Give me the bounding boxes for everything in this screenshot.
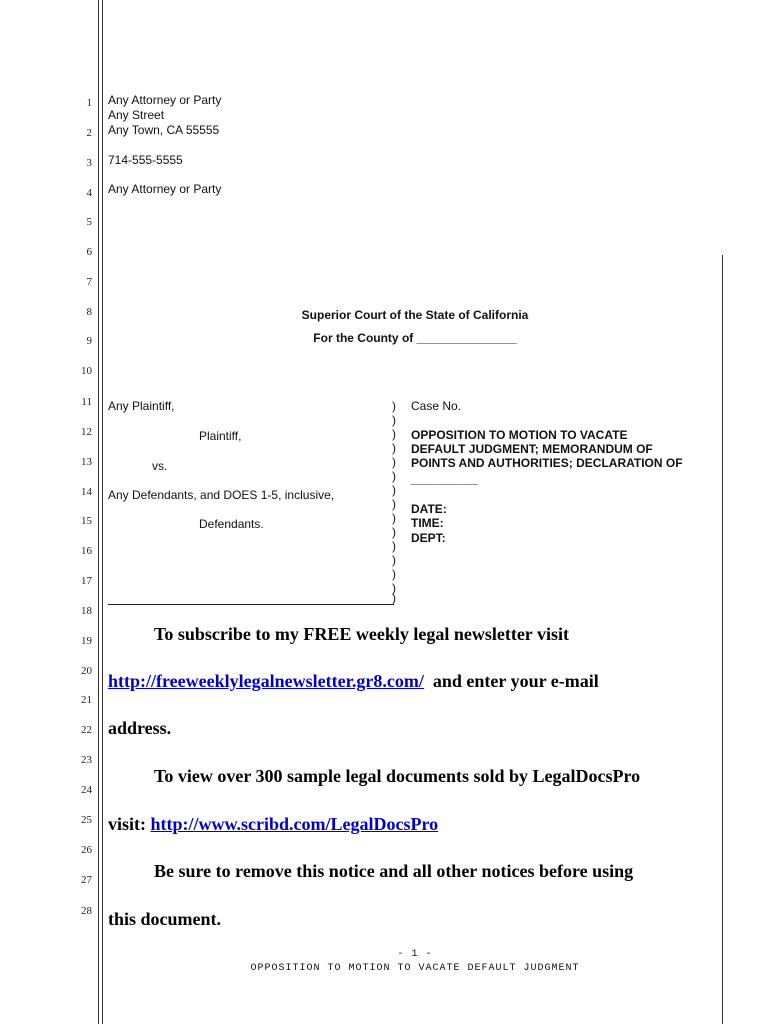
notice-text: and enter your e-mail bbox=[432, 671, 599, 691]
caption-paren: ) bbox=[392, 413, 396, 427]
line-number: 11 bbox=[81, 396, 92, 408]
attorney-for: Any Attorney or Party bbox=[108, 182, 222, 196]
line-number: 25 bbox=[81, 814, 92, 826]
line-number: 5 bbox=[86, 216, 92, 228]
caption-paren: ) bbox=[392, 591, 396, 605]
line-number: 2 bbox=[86, 127, 92, 139]
plaintiff-role: Plaintiff, bbox=[199, 429, 242, 443]
defendants-name: Any Defendants, and DOES 1-5, inclusive, bbox=[108, 488, 335, 502]
notice-line: To view over 300 sample legal documents sold by LegalDocsPro bbox=[154, 766, 641, 786]
caption-paren: ) bbox=[392, 483, 396, 497]
caption-paren: ) bbox=[392, 497, 396, 511]
hearing-dept-label: DEPT: bbox=[411, 531, 446, 545]
line-number: 27 bbox=[81, 874, 92, 886]
notice-line: Be sure to remove this notice and all other notices before using bbox=[154, 861, 634, 881]
line-number: 7 bbox=[86, 276, 92, 288]
caption-paren: ) bbox=[392, 511, 396, 525]
caption-paren: ) bbox=[392, 455, 396, 469]
court-county: For the County of _______________ bbox=[313, 331, 517, 345]
line-number: 20 bbox=[81, 665, 92, 677]
line-number: 1 bbox=[86, 97, 92, 109]
court-name: Superior Court of the State of California bbox=[301, 308, 529, 322]
caption-paren: ) bbox=[392, 427, 396, 441]
line-number: 12 bbox=[81, 426, 92, 438]
notice-line bbox=[108, 671, 599, 692]
caption-paren: ) bbox=[392, 581, 396, 595]
notice-line bbox=[108, 814, 438, 835]
document-title-line: OPPOSITION TO MOTION TO VACATE bbox=[411, 428, 628, 442]
plaintiff-name: Any Plaintiff, bbox=[108, 399, 175, 413]
line-number: 16 bbox=[81, 545, 92, 557]
line-number: 4 bbox=[86, 187, 92, 199]
attorney-phone: 714-555-5555 bbox=[108, 153, 183, 167]
attorney-street: Any Street bbox=[108, 108, 165, 122]
line-number: 13 bbox=[81, 456, 92, 468]
line-number: 8 bbox=[86, 306, 92, 318]
newsletter-link[interactable]: http://freeweeklylegalnewsletter.gr8.com/ bbox=[108, 671, 424, 691]
caption-paren: ) bbox=[392, 553, 396, 567]
notice-text: visit: bbox=[108, 814, 146, 834]
document-title-line: __________ bbox=[411, 472, 478, 486]
document-title-line: DEFAULT JUDGMENT; MEMORANDUM OF bbox=[411, 442, 653, 456]
document-title-line: POINTS AND AUTHORITIES; DECLARATION OF bbox=[411, 456, 683, 470]
hearing-date-label: DATE: bbox=[411, 502, 447, 516]
left-margin-rule-inner bbox=[102, 0, 103, 1024]
notice-line: this document. bbox=[108, 909, 222, 929]
line-number: 23 bbox=[81, 754, 92, 766]
right-margin-rule bbox=[722, 255, 723, 1024]
footer-title: OPPOSITION TO MOTION TO VACATE DEFAULT JUDGMENT bbox=[250, 963, 580, 974]
page-number: - 1 - bbox=[397, 949, 433, 960]
caption-paren: ) bbox=[392, 441, 396, 455]
line-number: 6 bbox=[86, 246, 92, 258]
line-number: 18 bbox=[81, 605, 92, 617]
line-number: 28 bbox=[81, 905, 92, 917]
versus: vs. bbox=[152, 459, 168, 473]
caption-paren: ) bbox=[392, 469, 396, 483]
left-margin-rule-outer bbox=[98, 0, 99, 1024]
line-number: 26 bbox=[81, 844, 92, 856]
caption-bottom-rule bbox=[108, 604, 394, 605]
case-number-label: Case No. bbox=[411, 399, 462, 413]
line-number: 17 bbox=[81, 575, 92, 587]
notice-line: address. bbox=[108, 718, 172, 738]
notice-line: To subscribe to my FREE weekly legal newsletter visit bbox=[154, 624, 569, 644]
attorney-city: Any Town, CA 55555 bbox=[108, 123, 220, 137]
line-number: 14 bbox=[81, 486, 92, 498]
caption-paren: ) bbox=[392, 525, 396, 539]
line-number: 24 bbox=[81, 784, 92, 796]
line-number: 19 bbox=[81, 635, 92, 647]
attorney-name: Any Attorney or Party bbox=[108, 93, 222, 107]
line-number: 21 bbox=[81, 694, 92, 706]
line-number: 3 bbox=[86, 157, 92, 169]
line-number: 22 bbox=[81, 724, 92, 736]
line-number: 10 bbox=[81, 365, 92, 377]
caption-paren: ) bbox=[392, 399, 396, 413]
caption-paren: ) bbox=[392, 567, 396, 581]
caption-paren: ) bbox=[392, 539, 396, 553]
scribd-link[interactable]: http://www.scribd.com/LegalDocsPro bbox=[150, 814, 439, 834]
line-number: 15 bbox=[81, 515, 92, 527]
hearing-time-label: TIME: bbox=[411, 516, 444, 530]
line-number: 9 bbox=[86, 335, 92, 347]
defendants-role: Defendants. bbox=[199, 517, 264, 531]
